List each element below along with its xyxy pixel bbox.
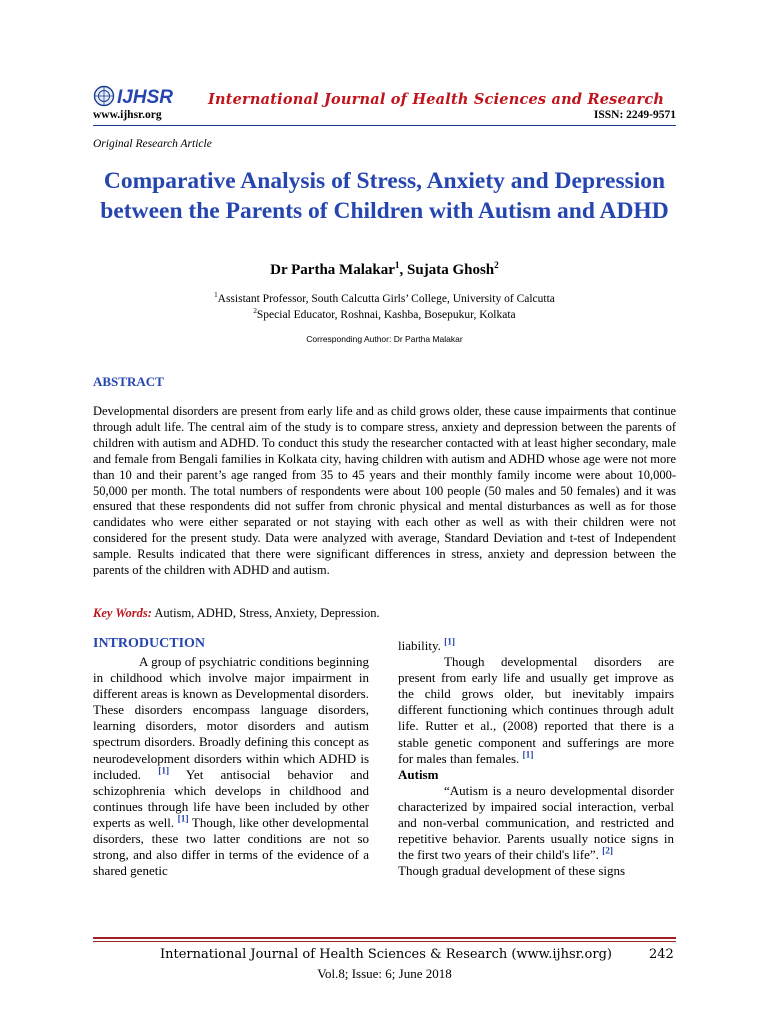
abstract-text: Developmental disorders are present from early life and as child grows older, these cause impairments that continue through adult life. The central aim of the study is to compare stress, anxiety and depression between the parents of children with autism and ADHD. To conduct this study the researcher contacted with at least higher secondary, male and female from Bengali families in Kolkata city, having children with autism and ADHD whose age were not more than 10 and their parent’s age ranged from 35 to 45 years and their monthly family income were about 10,000-50,000 per month. The total numbers of respondents were about 100 people (50 males and 50 females) and it was ensured that these respondents did not suffer from chronic physical and mental disturbances as well as for those candidates who were either separated or not staying with each other as well as with their children were not considered for the present study. Data were analyzed with average, Standard Deviation and t-test of Independent sample. Results indicated that there were significant differences in stress, anxiety and depression between the parents of the children with ADHD and autism.	[93, 404, 676, 578]
paragraph-text: liability.	[398, 638, 445, 653]
footer-divider	[93, 937, 676, 939]
paragraph	[93, 654, 369, 879]
author-name: Dr Partha Malakar	[270, 262, 395, 278]
citation-link[interactable]: [1]	[522, 750, 534, 761]
affiliation-mark: 2	[253, 307, 257, 316]
paragraph: Though gradual development of these signs	[398, 863, 626, 879]
author-separator: ,	[399, 262, 408, 278]
abstract-heading: ABSTRACT	[93, 374, 164, 389]
site-url[interactable]: www.ijhsr.org	[93, 109, 162, 121]
citation-link[interactable]: [1]	[158, 766, 170, 777]
author-affiliation-mark: 2	[494, 261, 499, 271]
citation-link[interactable]: [1]	[444, 637, 456, 648]
logo-text: IJHSR	[117, 87, 173, 107]
footer-journal: International Journal of Health Sciences & Research (www.ijhsr.org)	[160, 947, 612, 962]
paragraph-text: “Autism is a neuro developmental disorder characterized by impaired social interaction, verbal and non-verbal communication, and restricted and repetitive behavior. Parents usually notice signs in the first two years of their child's life”.	[398, 782, 674, 863]
affiliation-mark: 1	[214, 291, 218, 300]
page-number: 242	[649, 947, 674, 962]
author-affiliation-mark: 1	[394, 261, 400, 271]
affiliation	[93, 309, 676, 321]
affiliation	[93, 293, 676, 305]
author-list	[93, 262, 676, 279]
citation-link[interactable]: [1]	[177, 814, 189, 825]
paragraph-text: A group of psychiatric conditions beginning in childhood which involve major impairment in different areas is known as Developmental disorders. These disorders encompass language disorders, learning disorders, motor disorders and autism spectrum disorders. Broadly defining this concept as neurodevelopment disorders within which ADHD is included.	[93, 654, 369, 782]
issn: ISSN: 2249-9571	[593, 109, 676, 121]
paragraph	[398, 783, 674, 863]
paragraph-text: Though, like other developmental disorders, these two latter conditions are not so strong, and also differ in terms of the evidence of a shared genetic	[93, 814, 369, 879]
header-divider	[93, 125, 676, 126]
affiliation-text: Special Educator, Roshnai, Kashba, Bosepukur, Kolkata	[256, 309, 516, 321]
paragraph-continued	[398, 638, 674, 654]
keywords-label: Key Words:	[93, 606, 152, 620]
section-heading-introduction: INTRODUCTION	[93, 636, 206, 651]
corresponding-author: Corresponding Author: Dr Partha Malakar	[306, 334, 463, 344]
column-left	[93, 654, 369, 879]
paragraph-text: Though developmental disorders are present from early life and usually get improve as the child grows older, but inevitably impairs different functioning which continues through adult life. Rutter et al., (2008) reported that there is a stable genetic component and sufferings are more for males than females.	[398, 654, 674, 766]
author-name: Sujata Ghosh	[407, 262, 495, 278]
journal-name: International Journal of Health Sciences and Research	[208, 91, 665, 108]
keywords-text: Autism, ADHD, Stress, Anxiety, Depression.	[151, 606, 380, 620]
journal-logo	[93, 85, 205, 107]
paragraph-text: Yet antisocial behavior and schizophrenia which develops in childhood and continues through life have been included by other experts as well.	[93, 766, 369, 830]
column-right	[398, 638, 674, 879]
paragraph	[398, 654, 674, 767]
footer-volume: Vol.8; Issue: 6; June 2018	[317, 966, 452, 981]
keywords	[93, 606, 676, 621]
paper-title: Comparative Analysis of Stress, Anxiety and Depression between the Parents of Children with Autism and ADHD	[100, 168, 669, 224]
subsection-heading-autism: Autism	[398, 766, 439, 782]
citation-link[interactable]: [2]	[602, 846, 614, 857]
affiliation-text: Assistant Professor, South Calcutta Girls’ College, University of Calcutta	[217, 293, 555, 305]
article-type: Original Research Article	[93, 138, 212, 150]
footer-divider-thin	[93, 941, 676, 942]
